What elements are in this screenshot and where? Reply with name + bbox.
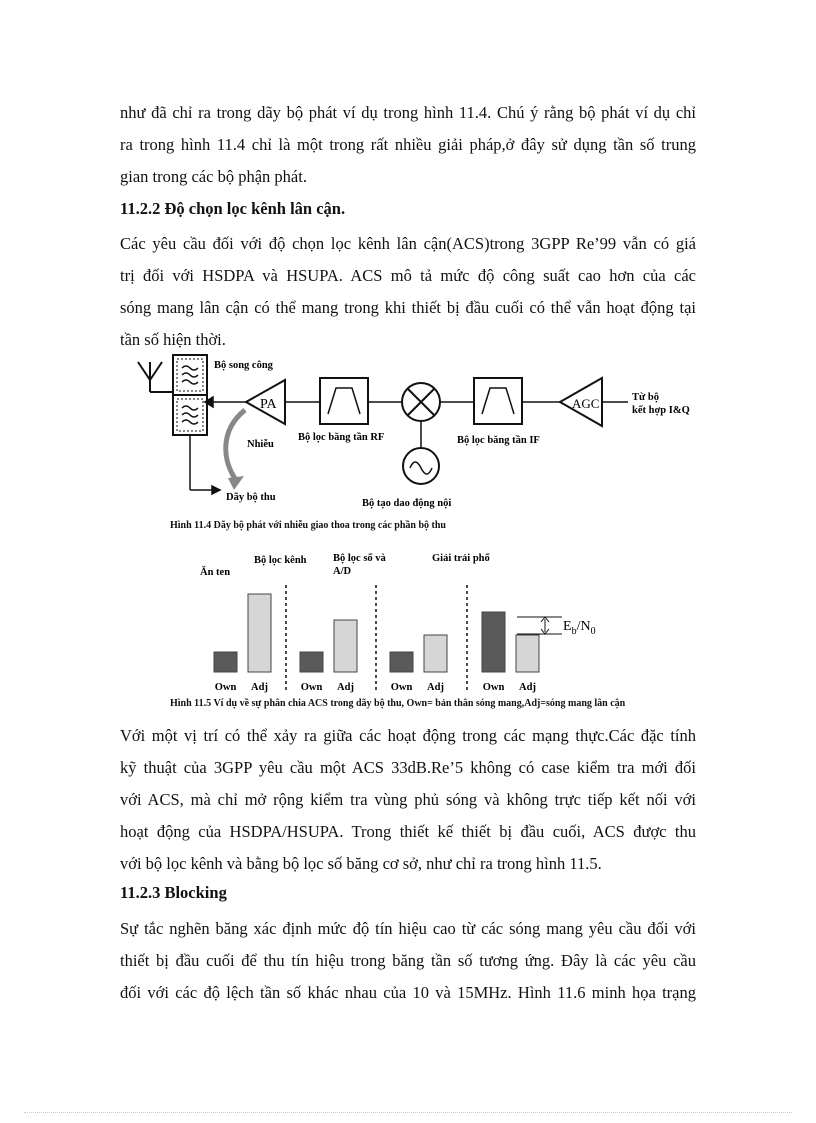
figure-11-5-caption: Hình 11.5 Ví dụ về sự phân chia ACS trong dãy bộ thu, Own= bản thân sóng mang,Adj=sóng mang lân cận — [170, 698, 626, 709]
page-footer-rule — [24, 1112, 792, 1113]
eb-n0-marker — [517, 617, 562, 634]
stage-label-digital-filter-ad: A/D — [333, 566, 352, 577]
bar-own-3 — [482, 612, 505, 672]
text-line: hoạt động của HSDPA/HSUPA. Trong thiết kế thiết bị đầu cuối, ACS được thu — [120, 822, 696, 841]
receiver-chain-label: Dãy bộ thu — [226, 492, 276, 503]
x-label-own: Own — [482, 682, 505, 693]
stage-label-despread: Giải trải phổ — [432, 553, 490, 564]
text-line: sóng mang lân cận có thể mang trong khi thiết bị đầu cuối có thể vẫn hoạt động tại — [120, 298, 696, 317]
stage-label-digital-filter: Bộ lọc số và — [333, 553, 386, 564]
text-line: thiết bị đầu cuối để thu tín hiệu trong băng tần số tương ứng. Đây là các yêu cầu — [120, 951, 696, 970]
bar-adj-3 — [516, 635, 539, 672]
if-filter-label: Bộ lọc băng tần IF — [457, 435, 540, 446]
text-line: tần số hiện thời. — [120, 330, 226, 349]
bar-own-2 — [390, 652, 413, 672]
eb-n0-label: $E_b/N_0$ — [563, 619, 596, 637]
text-line: kỹ thuật của 3GPP yêu cầu một ACS 33dB.Re’5 không có case kiểm tra mới đối — [120, 758, 696, 777]
text-line: Sự tắc nghẽn băng xác định mức độ tín hiệu cao từ các sóng mang yêu cầu đối với — [120, 919, 696, 938]
text-line: như đã chỉ ra trong dãy bộ phát ví dụ trong hình 11.4. Chú ý rằng bộ phát ví dụ chỉ — [120, 103, 696, 122]
section-heading-acs: 11.2.2 Độ chọn lọc kênh lân cận. — [120, 199, 346, 218]
stage-label-antenna: Ăn ten — [200, 567, 231, 578]
figure-11-4-caption: Hình 11.4 Dãy bộ phát với nhiễu giao thoa trong các phần bộ thu — [170, 520, 446, 531]
paragraph-acs-3gpp — [120, 720, 696, 880]
x-label-adj: Adj — [519, 682, 536, 693]
bar-own-1 — [300, 652, 323, 672]
agc-label: AGC — [572, 396, 600, 411]
bar-adj-0 — [248, 594, 271, 672]
x-label-own: Own — [214, 682, 237, 693]
oscillator-label: Bộ tạo dao động nội — [362, 498, 452, 509]
text-line: Các yêu cầu đối với độ chọn lọc kênh lân cận(ACS)trong 3GPP Re’99 vẫn có giá — [120, 234, 696, 253]
x-label-adj: Adj — [427, 682, 444, 693]
text-line: gian trong các bộ phận phát. — [120, 167, 307, 186]
text-line: ra trong hình 11.4 chỉ là một trong rất nhiều giải pháp,ở đây sử dụng tần số trung — [120, 135, 696, 154]
text-line: với bộ lọc kênh và bằng bộ lọc số băng cơ sở, như chỉ ra trong hình 11.5. — [120, 854, 602, 873]
text-line: Với một vị trí có thể xảy ra giữa các hoạt động trong các mạng thực.Các đặc tính — [120, 726, 696, 745]
noise-label: Nhiễu — [247, 439, 274, 450]
x-label-adj: Adj — [337, 682, 354, 693]
bar-adj-1 — [334, 620, 357, 672]
x-label-adj: Adj — [251, 682, 268, 693]
x-label-own: Own — [390, 682, 413, 693]
text-line: trị đối với HSDPA và HSUPA. ACS mô tả mức độ công suất cao hơn của các — [120, 266, 696, 285]
stage-label-channel-filter: Bộ lọc kênh — [254, 555, 307, 566]
pa-label: PA — [260, 397, 277, 412]
rf-filter-label: Bộ lọc băng tần RF — [298, 432, 385, 443]
duplexer-label: Bộ song công — [214, 360, 273, 371]
section-heading-blocking: 11.2.3 Blocking — [120, 883, 227, 902]
text-line: đối với các độ lệch tần số khác nhau của 10 và 15MHz. Hình 11.6 minh họa trạng — [120, 983, 696, 1002]
source-label: Từ bộ — [632, 392, 660, 403]
text-line: với ACS, mà chỉ mở rộng kiểm tra vùng phủ sóng và không trực tiếp kết nối với — [120, 790, 696, 809]
bar-adj-2 — [424, 635, 447, 672]
x-label-own: Own — [300, 682, 323, 693]
source-label: kết hợp I&Q — [632, 405, 690, 416]
paragraph-blocking — [120, 913, 696, 1009]
bar-own-0 — [214, 652, 237, 672]
